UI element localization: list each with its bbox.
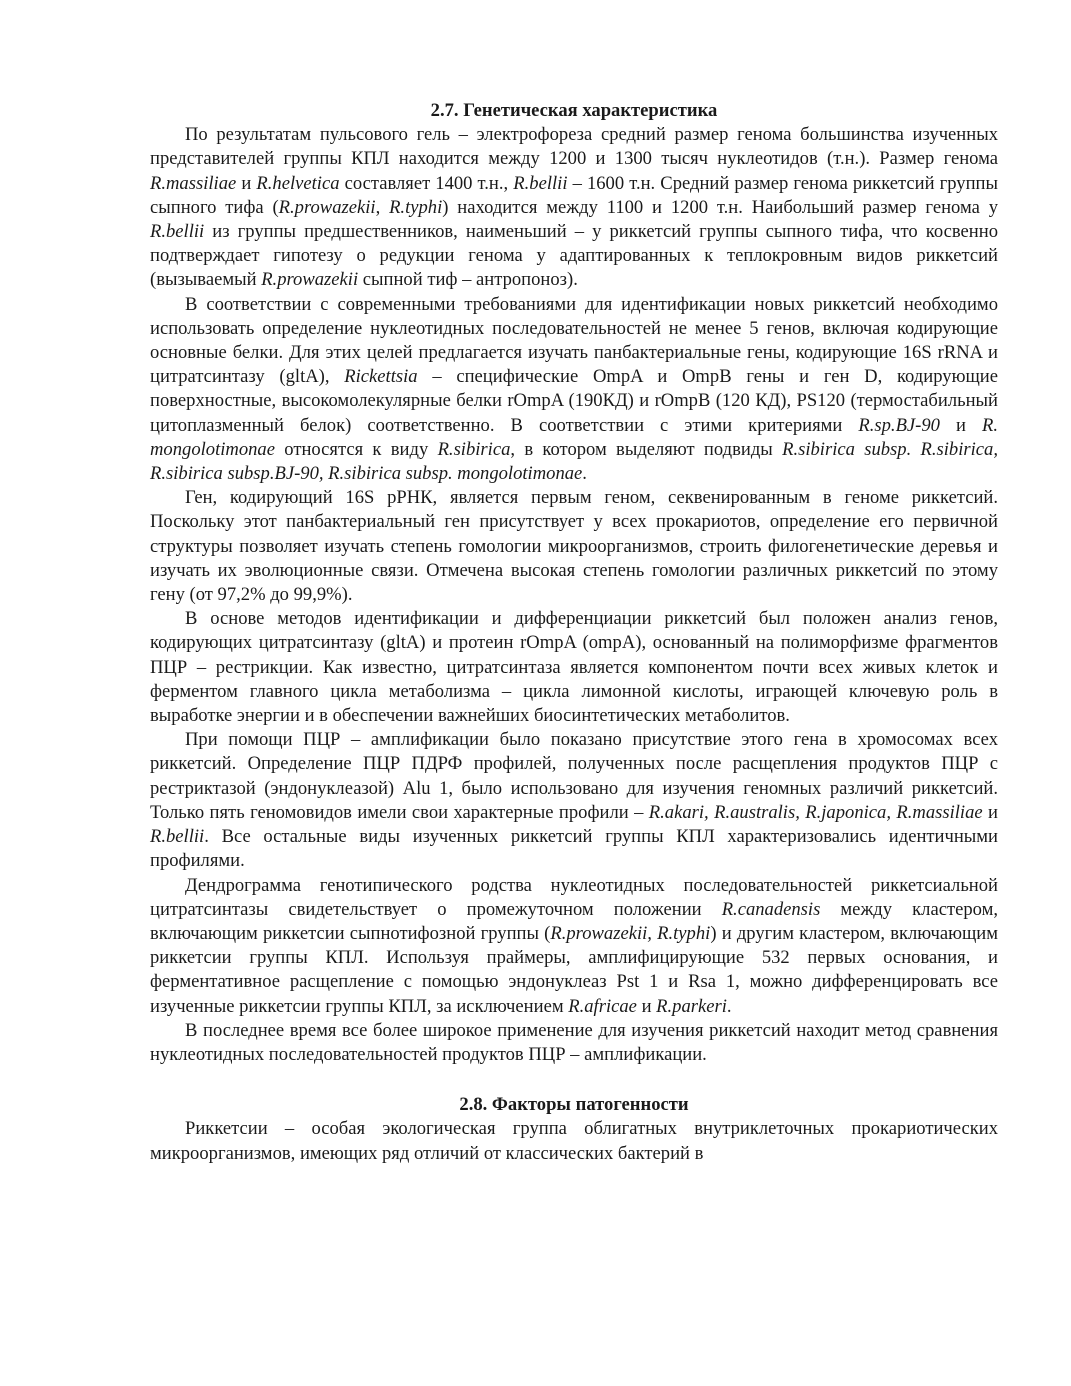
- text-run: Ген, кодирующий 16S рРНК, является первым геном, секвенированным в геноме риккетсий. Поскольку этот панбактериальный ген присутствует у всех прокариотов, определение его первичной структуры позволяет изучать степень гомологии микроорганизмов, строить филогенетические деревья и изучать их эволюционные связи. Отмечена высокая степень гомологии различных риккетсий по этому гену (от 97,2% до 99,9%).: [150, 487, 998, 606]
- text-run: ) находится между 1100 и 1200 т.н. Наибольший размер генома у: [442, 196, 998, 218]
- text-run: – 1600 т.н. Средний размер генома риккетсий группы сыпного тифа (: [150, 172, 998, 218]
- italic-run: R.sibirica subsp. R.sibirica, R.sibirica subsp.BJ-90, R.sibirica subsp. mongolotimonae: [150, 438, 998, 485]
- italic-run: R.akari, R.australis, R.japonica, R.massiliae: [648, 801, 983, 823]
- paragraph: [150, 293, 998, 487]
- text-run: При помощи ПЦР – амплификации было показано присутствие этого гена в хромосомах всех риккетсий. Определение ПЦР ПДРФ профилей, полученных после расщепления продуктов ПЦР с рестриктазой (эндонуклеазой) Alu 1, было использовано для изучения геномных различий риккетсий. Только пять геномовидов имели свои характерные профили –: [150, 729, 998, 823]
- section-2-7-heading: 2.7. Генетическая характеристика: [430, 100, 718, 121]
- text-run: .: [582, 463, 587, 485]
- paragraph: [150, 486, 998, 607]
- text-run: и: [982, 801, 998, 823]
- italic-run: R.bellii: [513, 172, 568, 194]
- text-run: Риккетсии – особая экологическая группа облигатных внутриклеточных прокариотических микроорганизмов, имеющих ряд отличий от классических бактерий в: [150, 1118, 998, 1164]
- italic-run: R.parkeri: [656, 995, 727, 1017]
- text-run: ) и другим кластером, включающим риккетсии группы КПЛ. Используя праймеры, амплифицирующие 532 первых основания, и ферментативное расщепление с помощью эндонуклеаз Pst 1 и Rsa 1, можно дифференцировать все изученные риккетсии группы КПЛ, за исключением: [150, 922, 998, 1017]
- paragraph: [150, 1117, 998, 1165]
- italic-run: R.helvetica: [256, 172, 340, 194]
- italic-run: R.canadensis: [721, 898, 821, 920]
- text-run: По результатам пульсового гель – электрофореза средний размер генома большинства изученных представителей группы КПЛ находится между 1200 и 1300 тысяч нуклеотидов (т.н.). Размер генома: [150, 124, 998, 170]
- text-run: сыпной тиф – антропоноз).: [358, 269, 578, 291]
- italic-run: R.sp.BJ-90: [858, 414, 940, 436]
- italic-run: R.massiliae: [150, 172, 237, 194]
- text-run: . Все остальные виды изученных риккетсий группы КПЛ характеризовались идентичными профилями.: [150, 826, 998, 872]
- text-run: .: [726, 995, 732, 1017]
- text-run: Дендрограмма генотипического родства нуклеотидных последовательностей риккетсиальной цитратсинтазы свидетельствует о промежуточном положении: [150, 874, 998, 920]
- text-run: В соответствии с современными требованиями для идентификации новых риккетсий необходимо использовать определение нуклеотидных последовательностей не менее 5 генов, включая кодирующие основные белки. Для этих целей предлагается изучать панбактериальные гены, кодирующие 16S rRNA и цитратсинтазу (gltA),: [150, 293, 998, 388]
- text-run: между кластером, включающим риккетсии сыпнотифозной группы (: [150, 898, 998, 944]
- text-run: из группы предшественников, наименьший – у риккетсий группы сыпного тифа, что косвенно подтверждает гипотезу о редукции генома у адаптированных к теплокровным видов риккетсий (вызываемый: [150, 221, 998, 291]
- paragraph: [150, 123, 998, 292]
- text-run: В основе методов идентификации и дифференциации риккетсий был положен анализ генов, кодирующих цитратсинтазу (gltA) и протеин rOmpA (ompA), основанный на полиморфизме фрагментов ПЦР – рестрикции. Как известно, цитратсинтаза является компонентом почти всех живых клеток и ферментом главного цикла метаболизма – цикла лимонной кислоты, играющей ключевую роль в выработке энергии и в обеспечении важнейших биосинтетических метаболитов.: [150, 608, 998, 727]
- text-run: относятся к виду: [274, 438, 438, 460]
- text-run: ,: [375, 196, 390, 218]
- text-run: составляет 1400 т.н.,: [339, 172, 514, 194]
- italic-run: R.sibirica: [437, 438, 511, 460]
- italic-run: R. mongolotimonae: [150, 414, 999, 460]
- italic-run: Rickettsia: [344, 366, 418, 388]
- text-run: , в котором выделяют подвиды: [510, 438, 783, 460]
- paragraph: [150, 1019, 998, 1067]
- italic-run: R.prowazekii: [261, 269, 359, 291]
- italic-run: R.bellii: [150, 826, 205, 848]
- italic-run: R.prowazekii, R.typhi: [550, 922, 711, 944]
- italic-run: R.typhi: [389, 196, 443, 218]
- text-run: В последнее время все более широкое применение для изучения риккетсий находит метод сравнения нуклеотидных последовательностей продуктов ПЦР – амплификации.: [150, 1019, 998, 1065]
- text-run: и: [939, 414, 982, 436]
- text-run: – специфические OmpA и OmpB гены и ген D, кодирующие поверхностные, высокомолекулярные белки rOmpA (190КД) и rOmpB (120 КД), PS120 (термостабильный цитоплазменный белок) соответственно. В соответствии с этими критериями: [150, 366, 998, 436]
- text-run: и: [236, 172, 257, 194]
- italic-run: R.prowazekii: [278, 196, 376, 218]
- section-2-8-heading: 2.8. Факторы патогенности: [459, 1094, 689, 1116]
- document-page: [150, 99, 998, 1166]
- text-run: и: [636, 995, 657, 1017]
- paragraph: [150, 728, 998, 873]
- paragraph: [150, 607, 998, 728]
- italic-run: R.bellii: [150, 221, 205, 243]
- italic-run: R.africae: [568, 995, 637, 1017]
- paragraph: [150, 874, 998, 1019]
